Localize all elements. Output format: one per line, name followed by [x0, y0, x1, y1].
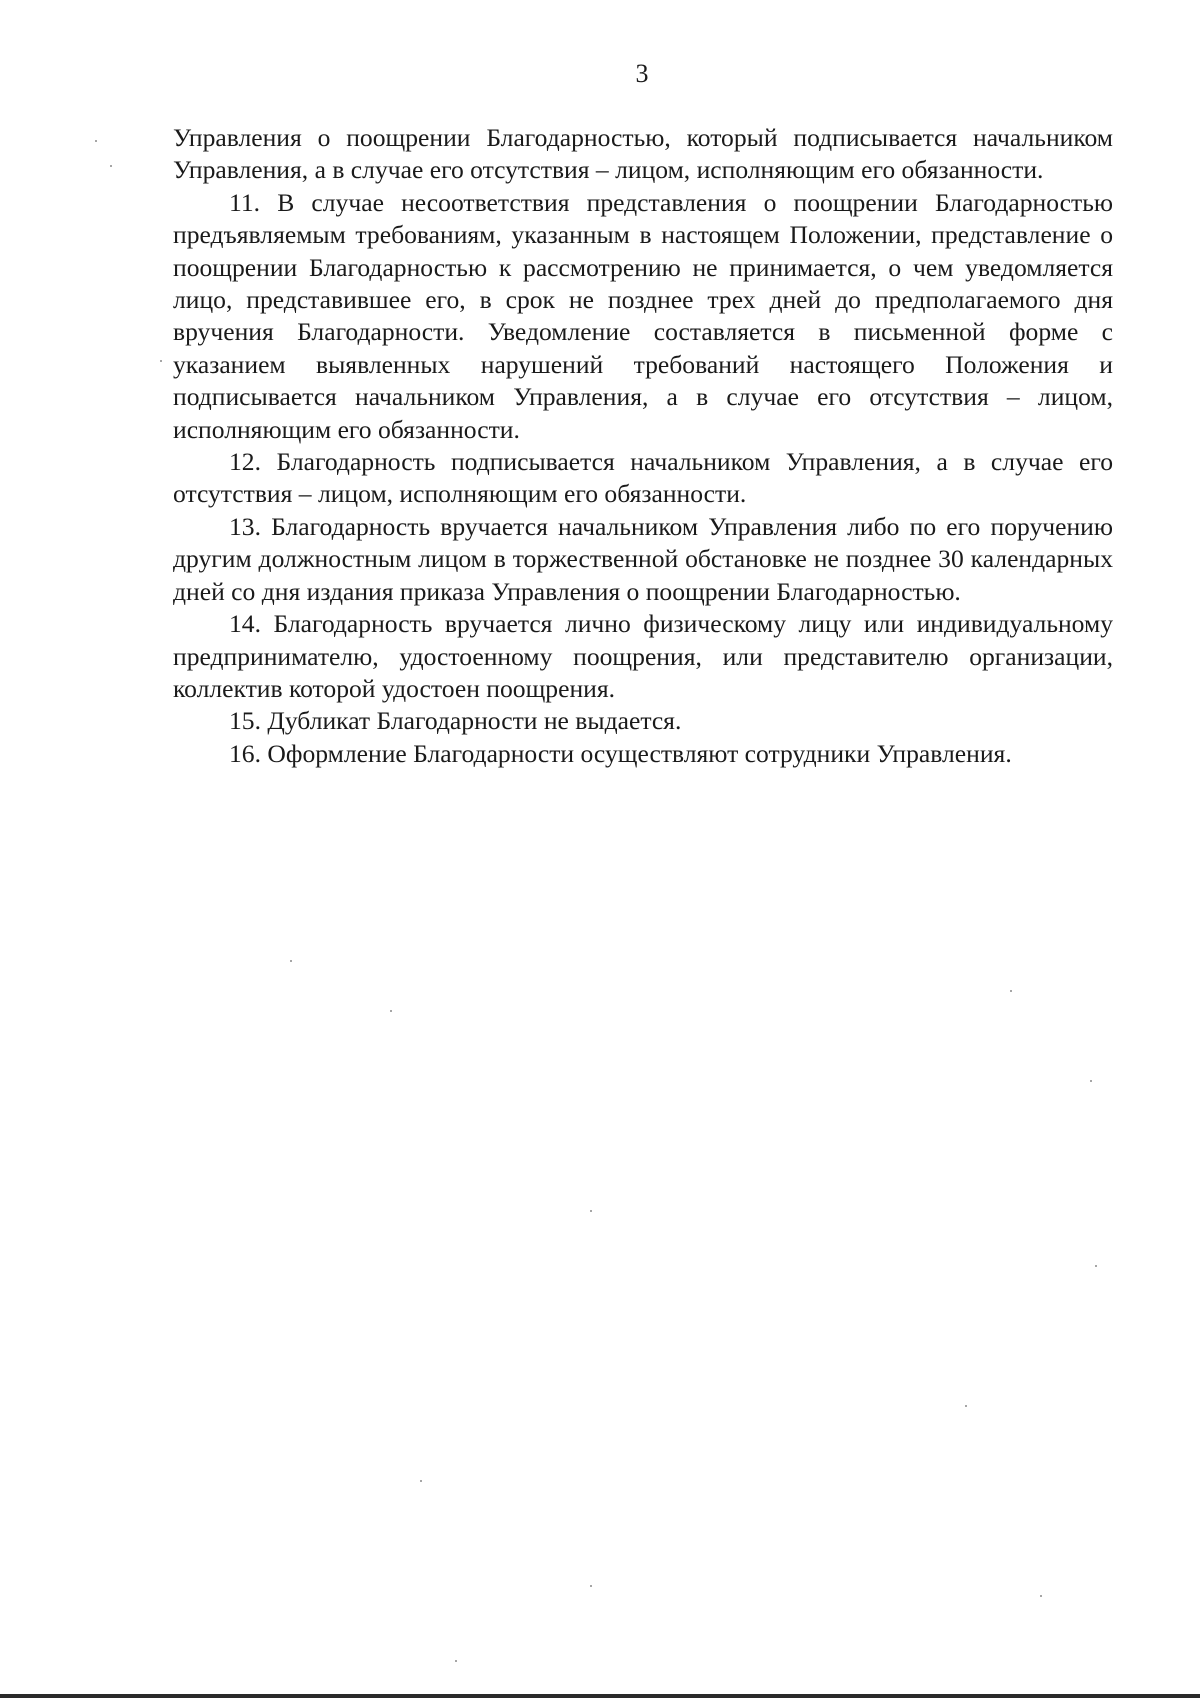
paragraph-item-13: 13. Благодарность вручается начальником Управления либо по его поручению другим должностным лицом в торжественной обстановке не позднее 30 календарных дней со дня издания приказа Управления о поощрении Благодарностью. [173, 511, 1113, 606]
document-body [173, 122, 1113, 770]
scan-speck [455, 1660, 457, 1662]
scan-speck [1095, 1265, 1097, 1267]
scan-speck [95, 140, 97, 142]
scan-speck [160, 360, 162, 362]
paragraph-item-16: 16. Оформление Благодарности осуществляют сотрудники Управления. [229, 738, 1012, 768]
paragraph-item-11: 11. В случае несоответствия представления о поощрении Благодарностью предъявляемым требованиям, указанным в настоящем Положении, представление о поощрении Благодарностью к рассмотрению не принимается, о чем уведомляется лицо, представившее его, в срок не позднее трех дней до предполагаемого дня вручения Благодарности. Уведомление составляется в письменной форме с указанием выявленных нарушений требований настоящего Положения и подписывается начальником Управления, а в случае его отсутствия – лицом, исполняющим его обязанности. [173, 187, 1113, 444]
paragraph-item-14: 14. Благодарность вручается лично физическому лицу или индивидуальному предпринимателю, удостоенному поощрения, или представителю организации, коллектив которой удостоен поощрения. [173, 609, 1113, 703]
paragraph-item-15: 15. Дубликат Благодарности не выдается. [229, 706, 682, 736]
scan-speck [1040, 1595, 1042, 1597]
scan-speck [965, 1405, 967, 1407]
scan-speck [590, 1585, 592, 1587]
scan-bottom-edge [0, 1694, 1200, 1698]
scan-speck [110, 165, 112, 167]
scan-speck [390, 1010, 392, 1012]
scan-speck [290, 960, 292, 962]
paragraph-item-12: 12. Благодарность подписывается начальником Управления, а в случае его отсутствия – лицом, исполняющим его обязанности. [173, 447, 1113, 509]
page-number: 3 [635, 59, 649, 88]
paragraph-continuation: Управления о поощрении Благодарностью, который подписывается начальником Управления, а в случае его отсутствия – лицом, исполняющим его обязанности. [173, 123, 1113, 185]
scan-speck [1090, 1080, 1092, 1082]
scan-speck [1010, 990, 1012, 992]
scan-speck [420, 1480, 422, 1482]
scan-speck [590, 1210, 592, 1212]
